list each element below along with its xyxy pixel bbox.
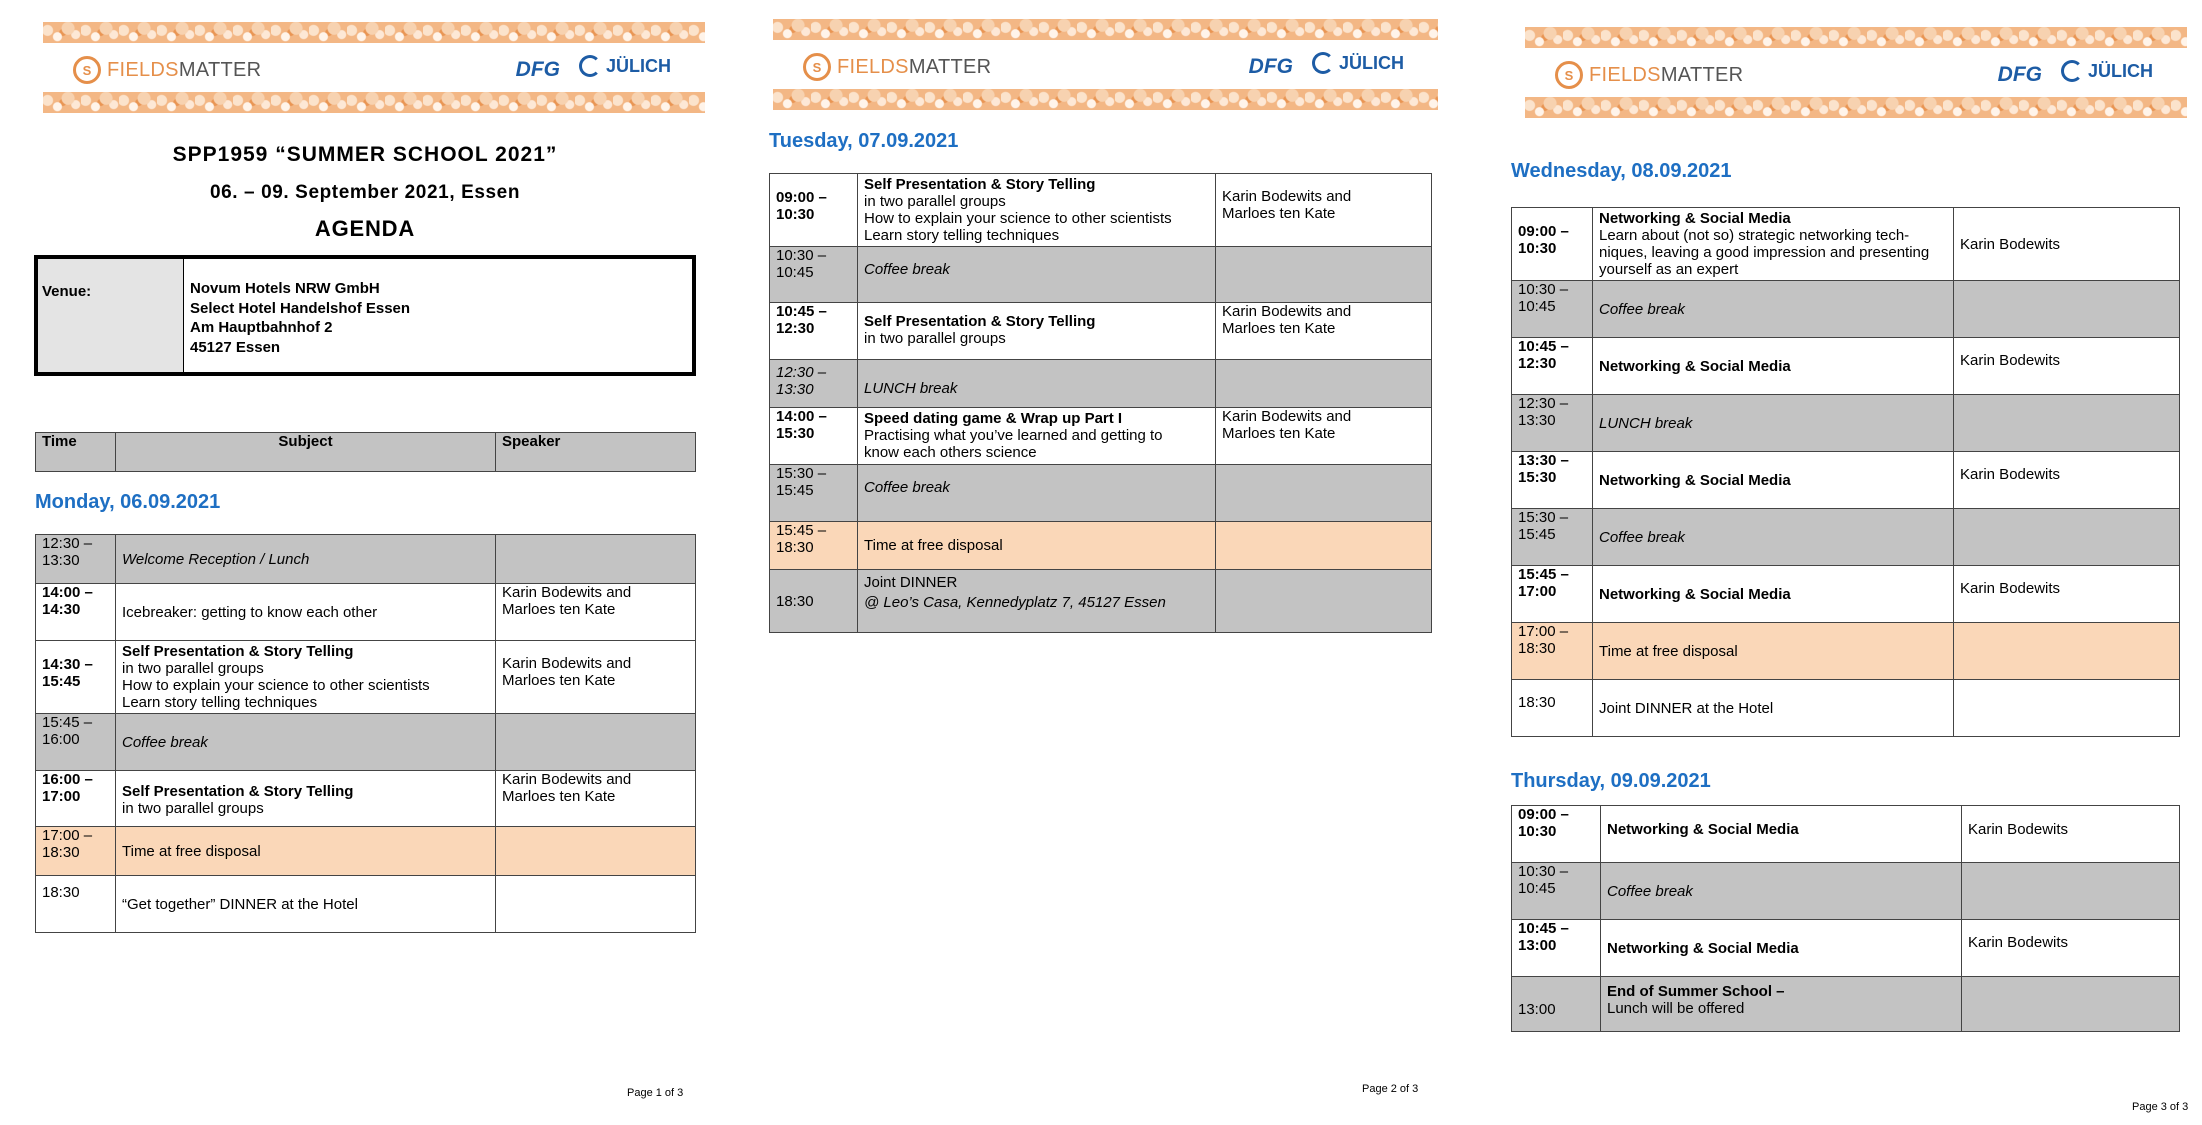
venue-address: Novum Hotels NRW GmbH Select Hotel Handelshof Essen Am Hauptbahnhof 2 45127 Essen (190, 280, 411, 356)
agenda-page-3 (1460, 0, 2202, 1125)
day-heading-tuesday: Tuesday, 07.09.2021 (769, 130, 959, 152)
day-heading-wednesday: Wednesday, 08.09.2021 (1511, 160, 1732, 182)
header-banner (43, 22, 705, 113)
table-row: 09:00 – 10:30 Networking & Social Media Karin Bodewits (1512, 806, 2180, 863)
table-row: 14:00 – 15:30 Speed dating game & Wrap up Part I Practising what you’ve learned and getting to know each others science Karin Bodewits and Marloes ten Kate (770, 408, 1432, 465)
julich-logo: JÜLICH (1312, 52, 1404, 74)
table-row: 16:00 – 17:00 Self Presentation & Story Telling in two parallel groups Karin Bodewits and Marloes ten Kate (36, 771, 696, 827)
fieldsmatter-logo: S FIELDSMATTER (803, 53, 991, 81)
table-row: 10:45 – 12:30 Self Presentation & Story Telling in two parallel groups Karin Bodewits and Marloes ten Kate (770, 303, 1432, 360)
table-row: 15:30 – 15:45 Coffee break (770, 465, 1432, 522)
table-row: 12:30 – 13:30 Welcome Reception / Lunch (36, 535, 696, 584)
document-title: SPP1959 “SUMMER SCHOOL 2021” (172, 143, 558, 166)
julich-logo: JÜLICH (2061, 60, 2153, 82)
table-row: 15:45 – 18:30 Time at free disposal (770, 522, 1432, 570)
table-row: 13:30 – 15:30 Networking & Social Media Karin Bodewits (1512, 452, 2180, 509)
table-row: 15:45 – 16:00 Coffee break (36, 714, 696, 771)
banner-pattern (773, 19, 1438, 40)
tuesday-schedule (769, 173, 1432, 633)
document-date: 06. – 09. September 2021, Essen (209, 182, 521, 203)
table-row: 18:30 Joint DINNER at the Hotel (1512, 680, 2180, 737)
fieldsmatter-icon: S (1555, 61, 1583, 89)
table-row: 10:30 – 10:45 Coffee break (1512, 281, 2180, 338)
fieldsmatter-logo: S FIELDSMATTER (1555, 61, 1743, 89)
header-banner (773, 19, 1438, 110)
fieldsmatter-icon: S (73, 56, 101, 84)
table-row: 10:30 – 10:45 Coffee break (1512, 863, 2180, 920)
banner-pattern (773, 89, 1438, 110)
fieldsmatter-logo: S FIELDSMATTER (73, 56, 261, 84)
table-row: 15:30 – 15:45 Coffee break (1512, 509, 2180, 566)
dfg-logo: DFG (1997, 63, 2042, 86)
speaker-header: Speaker (496, 433, 696, 472)
dfg-logo: DFG (515, 58, 560, 81)
table-row: 17:00 – 18:30 Time at free disposal (36, 827, 696, 876)
table-row: 18:30 “Get together” DINNER at the Hotel (36, 876, 696, 933)
table-row: 10:45 – 13:00 Networking & Social Media Karin Bodewits (1512, 920, 2180, 977)
table-row: 10:30 – 10:45 Coffee break (770, 247, 1432, 303)
page-number: Page 1 of 3 (627, 1087, 684, 1099)
table-row: 14:30 – 15:45 Self Presentation & Story Telling in two parallel groups How to explain your science to other scientists Learn story telling techniques Karin Bodewits and Marloes ten Kate (36, 641, 696, 714)
header-banner (1525, 27, 2187, 118)
document-heading: AGENDA (314, 216, 416, 241)
table-row: 15:45 – 17:00 Networking & Social Media Karin Bodewits (1512, 566, 2180, 623)
julich-icon (1312, 52, 1334, 74)
venue-label: Venue: (38, 259, 184, 372)
header-row (36, 433, 696, 472)
table-row: 17:00 – 18:30 Time at free disposal (1512, 623, 2180, 680)
dfg-logo: DFG (1248, 55, 1293, 78)
julich-icon (2061, 60, 2083, 82)
agenda-page-1 (0, 0, 730, 1125)
day-heading-thursday: Thursday, 09.09.2021 (1511, 770, 1711, 792)
table-row: 09:00 – 10:30 Self Presentation & Story Telling in two parallel groups How to explain your science to other scientists Learn story telling techniques Karin Bodewits and Marloes ten Kate (770, 174, 1432, 247)
day-heading-monday: Monday, 06.09.2021 (35, 491, 221, 513)
venue-box (34, 255, 696, 376)
banner-pattern (43, 22, 705, 43)
monday-schedule (35, 534, 696, 933)
page-number: Page 3 of 3 (2132, 1101, 2189, 1113)
time-header: Time (36, 433, 116, 472)
table-row: 09:00 – 10:30 Networking & Social Media Learn about (not so) strategic networking tech- niques, leaving a good impression and presenting yourself as an expert Karin Bodewits (1512, 208, 2180, 281)
banner-pattern (1525, 97, 2187, 118)
table-row: 10:45 – 12:30 Networking & Social Media Karin Bodewits (1512, 338, 2180, 395)
table-row: 12:30 – 13:30 LUNCH break (1512, 395, 2180, 452)
table-row: 13:00 End of Summer School – Lunch will be offered (1512, 977, 2180, 1032)
banner-pattern (1525, 27, 2187, 48)
page-number: Page 2 of 3 (1362, 1083, 1419, 1095)
wednesday-schedule (1511, 207, 2180, 737)
banner-pattern (43, 92, 705, 113)
julich-logo: JÜLICH (579, 55, 671, 77)
subject-header: Subject (116, 433, 496, 472)
table-row: 14:00 – 14:30 Icebreaker: getting to know each other Karin Bodewits and Marloes ten Kate (36, 584, 696, 641)
julich-icon (579, 55, 601, 77)
table-row: 12:30 – 13:30 LUNCH break (770, 360, 1432, 408)
table-row: 18:30 Joint DINNER @ Leo’s Casa, Kennedyplatz 7, 45127 Essen (770, 570, 1432, 633)
column-header-table (35, 432, 696, 472)
thursday-schedule (1511, 805, 2180, 1032)
fieldsmatter-icon: S (803, 53, 831, 81)
agenda-page-2 (730, 0, 1460, 1125)
